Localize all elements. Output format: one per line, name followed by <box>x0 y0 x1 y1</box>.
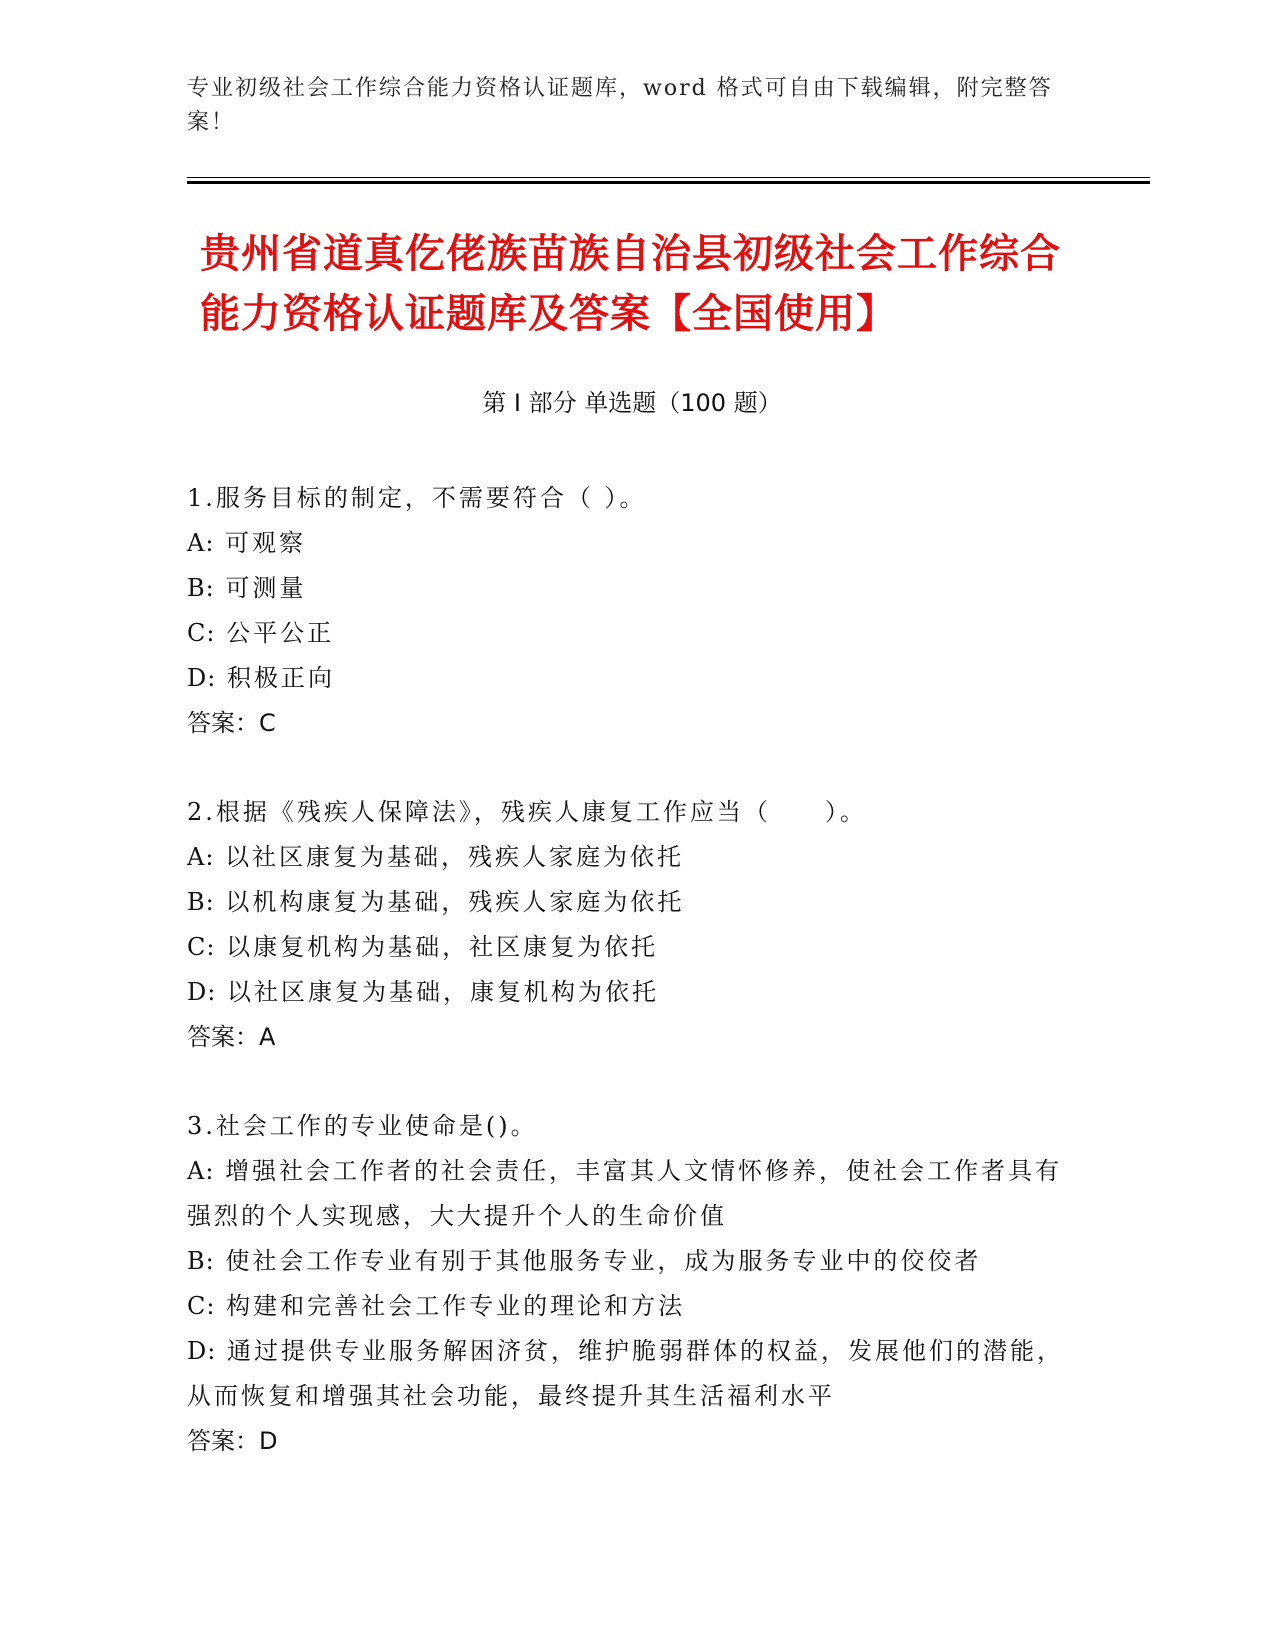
option-a <box>187 521 1077 566</box>
option-letter: C: <box>187 933 216 961</box>
option-letter: B: <box>187 888 215 916</box>
option-text: 以社区康复为基础，康复机构为依托 <box>226 978 659 1006</box>
option-d <box>187 1329 1077 1419</box>
option-letter: D: <box>187 1337 217 1365</box>
option-c <box>187 1284 1077 1329</box>
question-stem: 2.根据《残疾人保障法》，残疾人康复工作应当（ ）。 <box>187 798 867 826</box>
answer-line: 答案：C <box>187 709 276 737</box>
question-stem: 3.社会工作的专业使命是()。 <box>187 1112 538 1140</box>
option-text: 以康复机构为基础，社区康复为依托 <box>226 933 659 961</box>
answer-line: 答案：D <box>187 1427 278 1455</box>
option-letter: B: <box>187 1247 215 1275</box>
option-letter: A: <box>187 529 215 557</box>
question-3 <box>187 1104 1077 1464</box>
option-text: 以机构康复为基础，残疾人家庭为依托 <box>225 888 685 916</box>
question-2 <box>187 790 1077 1060</box>
option-text: 公平公正 <box>226 619 335 647</box>
option-letter: D: <box>187 664 217 692</box>
option-text: 可测量 <box>225 574 307 602</box>
option-text: 可观察 <box>225 529 307 557</box>
option-letter: A: <box>187 843 215 871</box>
option-b <box>187 880 1077 925</box>
option-text: 构建和完善社会工作专业的理论和方法 <box>226 1292 686 1320</box>
option-a <box>187 835 1077 880</box>
header-divider-thin <box>187 177 1150 178</box>
option-b <box>187 1239 1077 1284</box>
option-text: 增强社会工作者的社会责任，丰富其人文情怀修养，使社会工作者具有强烈的个人实现感，大大提升个人的生命价值 <box>187 1157 1063 1230</box>
option-c <box>187 611 1077 656</box>
option-d <box>187 656 1077 701</box>
answer-line: 答案：A <box>187 1023 276 1051</box>
question-1 <box>187 476 1077 746</box>
option-a <box>187 1149 1077 1239</box>
option-letter: D: <box>187 978 217 1006</box>
option-letter: C: <box>187 1292 216 1320</box>
question-list <box>187 476 1077 1508</box>
document-title: 贵州省道真仡佬族苗族自治县初级社会工作综合能力资格认证题库及答案【全国使用】 <box>200 231 1061 337</box>
option-text: 以社区康复为基础，残疾人家庭为依托 <box>225 843 685 871</box>
option-d <box>187 970 1077 1015</box>
option-b <box>187 566 1077 611</box>
question-stem: 1.服务目标的制定，不需要符合（ ）。 <box>187 484 647 512</box>
option-c <box>187 925 1077 970</box>
header-divider-thick <box>187 181 1150 184</box>
option-text: 使社会工作专业有别于其他服务专业，成为服务专业中的佼佼者 <box>225 1247 982 1275</box>
option-text: 积极正向 <box>226 664 335 692</box>
page-header: 专业初级社会工作综合能力资格认证题库，word 格式可自由下载编辑，附完整答案！ <box>187 76 1053 135</box>
option-letter: C: <box>187 619 216 647</box>
section-title: 第 I 部分 单选题（100 题） <box>482 389 782 417</box>
option-letter: B: <box>187 574 215 602</box>
option-letter: A: <box>187 1157 215 1185</box>
option-text: 通过提供专业服务解困济贫，维护脆弱群体的权益，发展他们的潜能，从而恢复和增强其社会功能，最终提升其生活福利水平 <box>187 1337 1064 1410</box>
